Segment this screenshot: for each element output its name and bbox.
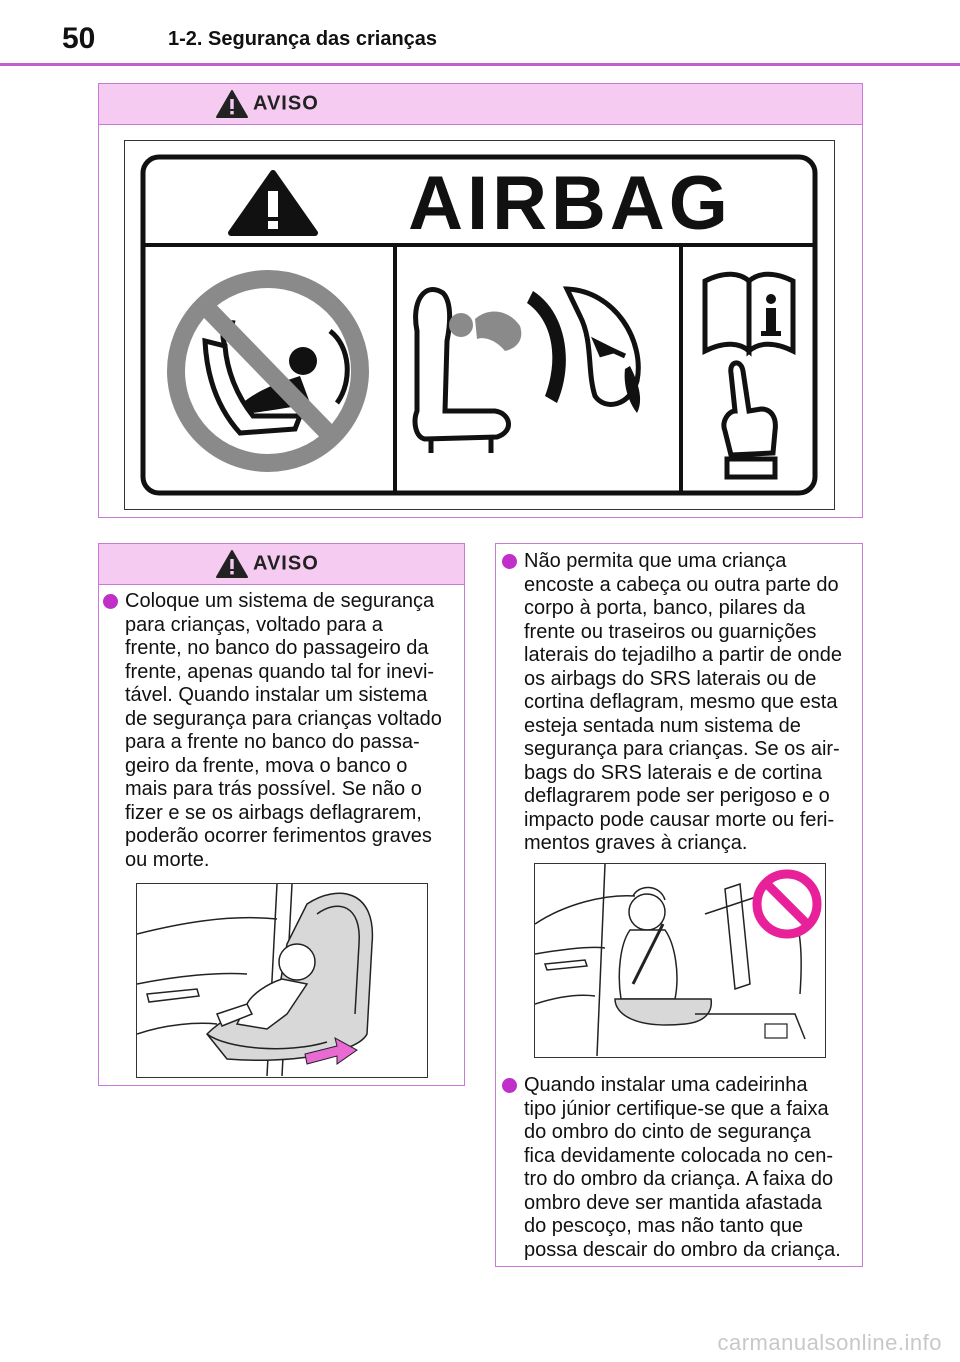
warning-box-forward-facing	[98, 543, 465, 1086]
bullet-text: Quando instalar uma cadeirinha tipo júnior certifique-se que a faixa do ombro do cinto de segurança fica devidamente colocada no cen- tro do ombro da criança. A faixa do ombro deve ser mantida afastada do pescoço, mas não tanto que possa descair do ombro da criança.	[524, 1074, 841, 1261]
forward-facing-seat-illustration	[136, 883, 428, 1078]
booster-seat-illustration	[534, 863, 826, 1058]
prohibition-icon	[757, 874, 817, 934]
warning-box-airbag-label	[98, 83, 863, 518]
bullet-dot	[502, 554, 517, 569]
airbag-warning-label	[125, 141, 833, 508]
header-rule	[0, 63, 960, 66]
airbag-label-triangle-icon	[231, 173, 315, 233]
section-title: 1-2. Segurança das crianças	[168, 28, 438, 50]
page-number: 50	[62, 22, 96, 55]
bullet-dot	[103, 594, 118, 609]
read-manual-icon	[705, 274, 793, 351]
footer-watermark: carmanualsonline.info	[717, 1330, 942, 1355]
child-on-booster-seat-image	[535, 864, 824, 1056]
warning-triangle-icon	[215, 89, 249, 119]
airbag-label-word: AIRBAG	[408, 161, 732, 246]
warning-header	[99, 84, 862, 125]
warning-title: AVISO	[253, 92, 319, 115]
pointing-finger-icon	[724, 363, 775, 477]
warning-box-side-airbags	[495, 543, 863, 1267]
bullet-dot	[502, 1078, 517, 1093]
bullet-text: Não permita que uma criança encoste a cabeça ou outra parte do corpo à porta, banco, pilares da frente ou traseiros ou guarnições laterais do tejadilho a partir de onde os airbags do SRS laterais ou de cortina deflagram, mesmo que esta esteja sentada num sistema de segurança para crianças. Se os air- bags do SRS laterais e de cortina deflagrarem pode ser perigoso e o impacto pode causar morte ou feri- mentos graves à criança.	[524, 550, 842, 854]
warning-header	[99, 544, 464, 585]
warning-title: AVISO	[253, 552, 319, 575]
warning-triangle-icon	[215, 549, 249, 579]
child-in-car-seat-image	[137, 884, 426, 1076]
page-header	[0, 0, 960, 66]
bullet-text: Coloque um sistema de segurança para crianças, voltado para a frente, no banco do passageiro da frente, apenas quando tal for inevi- tável. Quando instalar um sistema de segurança para crianças voltado para a frente no banco do passa- geiro da frente, mova o banco o mais para trás possível. Se não o fizer e se os airbags deflagrarem, poderão ocorrer ferimentos graves ou morte.	[125, 590, 442, 871]
airbag-deployment-icon	[415, 289, 640, 453]
airbag-label-illustration	[124, 140, 835, 510]
no-rear-facing-seat-icon	[176, 279, 360, 463]
